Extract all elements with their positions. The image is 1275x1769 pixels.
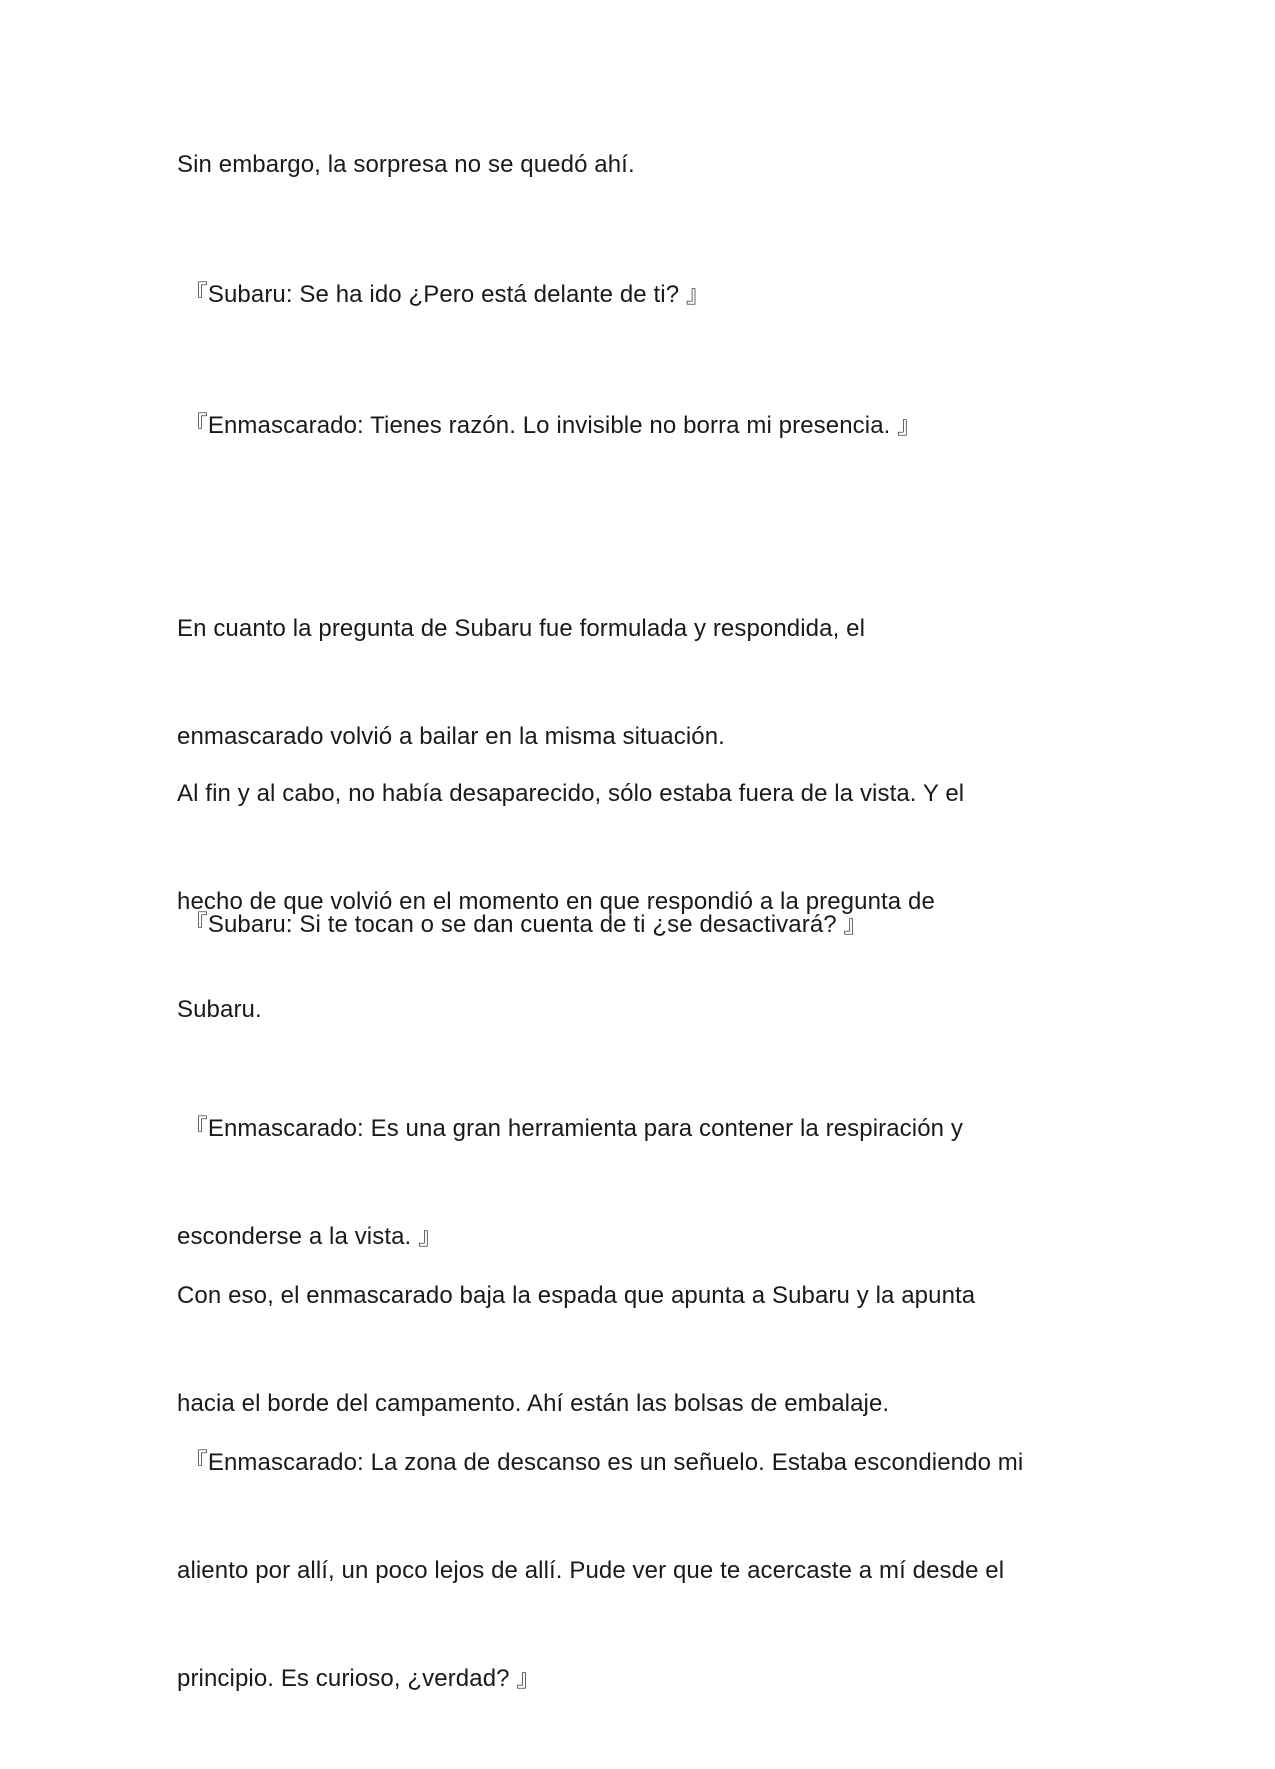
dialogue-enmascarado-2-line-1: 『Enmascarado: Es una gran herramienta para contener la respiración y <box>177 1115 963 1142</box>
paragraph-4-line-2: enmascarado volvió a bailar en la misma situación. <box>177 723 725 750</box>
dialogue-enmascarado-3-line-3: principio. Es curioso, ¿verdad? 』 <box>177 1665 541 1692</box>
dialogue-enmascarado-1: 『Enmascarado: Tienes razón. Lo invisible no borra mi presencia. 』 <box>177 412 922 439</box>
paragraph-4-line-1: En cuanto la pregunta de Subaru fue formulada y respondida, el <box>177 615 865 642</box>
dialogue-enmascarado-3 <box>177 1373 1097 1769</box>
dialogue-subaru-1: 『Subaru: Se ha ido ¿Pero está delante de ti? 』 <box>177 281 711 308</box>
paragraph-8-line-1: Con eso, el enmascarado baja la espada que apunta a Subaru y la apunta <box>177 1282 976 1309</box>
paragraph-8-line-2: hacia el borde del campamento. Ahí están las bolsas de embalaje. <box>177 1390 890 1417</box>
paragraph-5-line-3: Subaru. <box>177 996 262 1023</box>
paragraph-1: Sin embargo, la sorpresa no se quedó ahí. <box>177 151 635 178</box>
dialogue-subaru-2: 『Subaru: Si te tocan o se dan cuenta de ti ¿se desactivará? 』 <box>177 911 868 938</box>
dialogue-enmascarado-2-line-2: esconderse a la vista. 』 <box>177 1223 443 1250</box>
dialogue-enmascarado-3-line-2: aliento por allí, un poco lejos de allí. Pude ver que te acercaste a mí desde el <box>177 1557 1005 1584</box>
dialogue-enmascarado-3-line-1: 『Enmascarado: La zona de descanso es un señuelo. Estaba escondiendo mi <box>177 1449 1024 1476</box>
paragraph-5-line-1: Al fin y al cabo, no había desaparecido, sólo estaba fuera de la vista. Y el <box>177 780 965 807</box>
paragraph-5-line-2: hecho de que volvió en el momento en que respondió a la pregunta de <box>177 888 935 915</box>
